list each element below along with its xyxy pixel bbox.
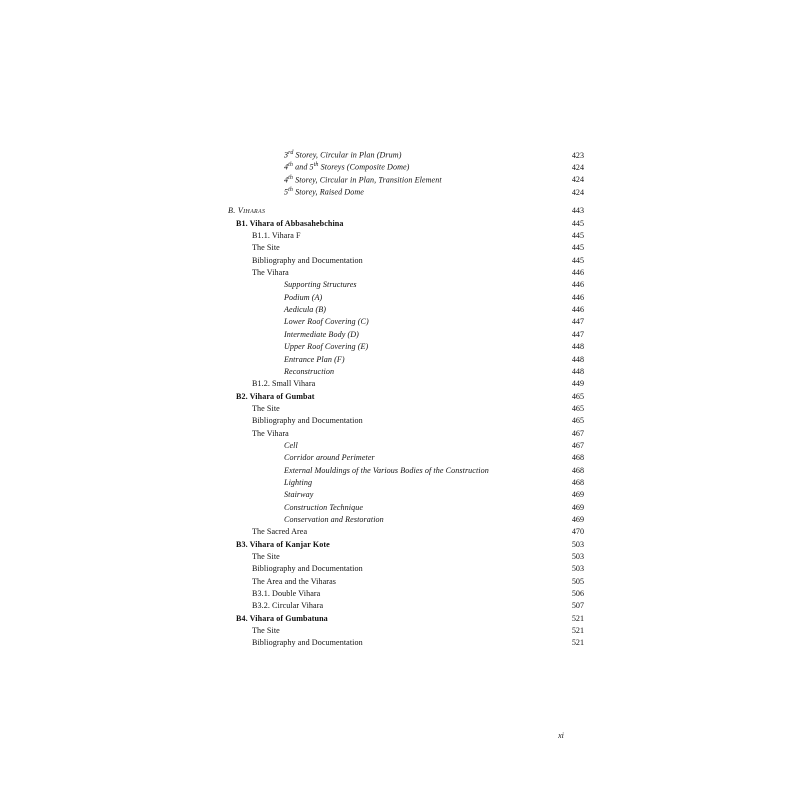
toc-entry-page: 465 — [571, 416, 584, 426]
toc-entry-page: 467 — [571, 440, 584, 450]
toc-entry-label: B2. Vihara of Gumbat — [236, 391, 315, 401]
ordinal-suffix: th — [288, 174, 293, 181]
toc-entry-page: 465 — [571, 403, 584, 413]
toc-entry-label: B1. Vihara of Abbasahebchina — [236, 218, 344, 228]
toc-row[interactable] — [228, 417, 584, 429]
toc-entry-page: 469 — [571, 514, 584, 524]
toc-row[interactable] — [228, 318, 584, 330]
toc-entry-label: Bibliography and Documentation — [252, 416, 363, 426]
toc-row[interactable] — [228, 269, 584, 281]
toc-entry-label: Supporting Structures — [284, 280, 357, 290]
toc-entry-label: Intermediate Body (D) — [284, 329, 359, 339]
toc-entry-page: 469 — [571, 502, 584, 512]
toc-entry-page: 424 — [571, 187, 584, 197]
toc-entry-page: 445 — [571, 218, 584, 228]
toc-row[interactable] — [228, 162, 584, 174]
toc-section-row[interactable] — [228, 207, 584, 219]
toc-entry-label: B1.1. Vihara F — [252, 231, 301, 241]
toc-entry-label: Bibliography and Documentation — [252, 638, 363, 648]
toc-entry-page: 446 — [571, 292, 584, 302]
toc-entry-page: 445 — [571, 231, 584, 241]
toc-entry-label: B1.2. Small Vihara — [252, 379, 316, 389]
toc-entry-page: 468 — [571, 477, 584, 487]
toc-entry-label: B3. Vihara of Kanjar Kote — [236, 539, 330, 549]
toc-entry-label: 3rd Storey, Circular in Plan (Drum) — [284, 150, 402, 160]
toc-entry-page: 445 — [571, 243, 584, 253]
toc-entry-page: 443 — [571, 206, 584, 216]
table-of-contents — [228, 150, 584, 652]
toc-row[interactable] — [228, 380, 584, 392]
toc-entry-label: Podium (A) — [284, 292, 323, 302]
toc-entry-label: Reconstruction — [284, 366, 335, 376]
toc-row[interactable] — [228, 393, 584, 405]
toc-entry-label: Stairway — [284, 490, 314, 500]
toc-entry-label: B3.1. Double Vihara — [252, 589, 321, 599]
toc-entry-label: The Site — [252, 626, 280, 636]
toc-entry-page: 469 — [571, 490, 584, 500]
ordinal-suffix: th — [288, 187, 293, 194]
toc-row[interactable] — [228, 232, 584, 244]
toc-entry-label: The Site — [252, 552, 280, 561]
toc-entry-page: 446 — [571, 268, 584, 278]
toc-row[interactable] — [228, 565, 584, 577]
toc-row[interactable] — [228, 541, 584, 553]
toc-entry-label: The Sacred Area — [252, 527, 308, 537]
toc-entry-label: Aedicula (B) — [284, 305, 327, 315]
toc-entry-page: 448 — [571, 366, 584, 376]
toc-entry-label: The Area and the Viharas — [252, 576, 336, 586]
toc-row[interactable] — [228, 356, 584, 368]
toc-row[interactable] — [228, 442, 584, 454]
toc-entry-page: 503 — [571, 552, 584, 561]
toc-row[interactable] — [228, 639, 584, 651]
toc-row[interactable] — [228, 175, 584, 187]
toc-entry-label: B3.2. Circular Vihara — [252, 601, 324, 611]
toc-entry-page: 506 — [571, 589, 584, 599]
toc-entry-page: 447 — [571, 329, 584, 339]
toc-entry-label: Conservation and Restoration — [284, 514, 384, 524]
ordinal-suffix: th — [288, 162, 293, 169]
toc-entry-label: Construction Technique — [284, 502, 364, 512]
toc-row[interactable] — [228, 479, 584, 491]
toc-row[interactable] — [228, 306, 584, 318]
toc-entry-label: 4th Storey, Circular in Plan, Transition Element — [284, 174, 442, 185]
toc-entry-page: 521 — [571, 638, 584, 648]
toc-entry-page: 507 — [571, 601, 584, 611]
ordinal-suffix: th — [313, 162, 319, 169]
toc-entry-page: 468 — [571, 453, 584, 463]
toc-entry-label: Upper Roof Covering (E) — [284, 342, 369, 352]
toc-entry-label: The Vihara — [252, 268, 289, 278]
toc-entry-page: 424 — [571, 163, 584, 173]
toc-entry-label: 4th and 5th Storeys (Composite Dome) — [284, 162, 410, 173]
toc-row[interactable] — [228, 187, 584, 199]
toc-row[interactable] — [228, 491, 584, 503]
page-folio — [0, 731, 800, 740]
toc-entry-page: 470 — [571, 527, 584, 537]
toc-entry-page: 448 — [571, 342, 584, 352]
toc-entry-page: 465 — [571, 391, 584, 401]
toc-row[interactable] — [228, 467, 584, 479]
toc-entry-page: 448 — [571, 354, 584, 364]
toc-entry-page: 503 — [571, 539, 584, 549]
toc-entry-page: 445 — [571, 255, 584, 265]
toc-entry-label: Cell — [284, 440, 298, 450]
toc-entry-label: B4. Vihara of Gumbatuna — [236, 613, 328, 623]
ordinal-suffix: rd — [288, 150, 294, 156]
toc-entry-page: 423 — [571, 150, 584, 160]
folio-number: xi — [558, 731, 564, 740]
toc-entry-label: The Site — [252, 243, 280, 253]
toc-entry-page: 467 — [571, 428, 584, 438]
toc-entry-label: Bibliography and Documentation — [252, 564, 363, 574]
toc-row[interactable] — [228, 331, 584, 343]
toc-entry-label: 5th Storey, Raised Dome — [284, 187, 364, 197]
toc-entry-label: The Vihara — [252, 428, 289, 438]
toc-row[interactable] — [228, 602, 584, 614]
toc-entry-page: 446 — [571, 280, 584, 290]
toc-entry-page: 503 — [571, 564, 584, 574]
toc-row[interactable] — [228, 504, 584, 516]
toc-row[interactable] — [228, 244, 584, 256]
toc-entry-page: 521 — [571, 613, 584, 623]
toc-row[interactable] — [228, 454, 584, 466]
toc-entry-page: 424 — [571, 175, 584, 185]
toc-row[interactable] — [228, 150, 584, 162]
toc-row[interactable] — [228, 430, 584, 442]
toc-entry-label: External Mouldings of the Various Bodies of the Construction — [284, 465, 489, 475]
toc-entry-label: Lower Roof Covering (C) — [284, 317, 369, 327]
toc-entry-label: Lighting — [284, 477, 313, 487]
toc-entry-label: Entrance Plan (F) — [284, 354, 345, 364]
toc-entry-page: 521 — [571, 626, 584, 636]
toc-entry-page: 447 — [571, 317, 584, 327]
toc-entry-label: B. Viharas — [228, 206, 266, 216]
toc-row[interactable] — [228, 528, 584, 540]
toc-row[interactable] — [228, 343, 584, 355]
toc-row[interactable] — [228, 615, 584, 627]
toc-entry-page: 446 — [571, 305, 584, 315]
toc-entry-page: 505 — [571, 576, 584, 586]
toc-entry-label: Corridor around Perimeter — [284, 453, 375, 463]
toc-entry-label: Bibliography and Documentation — [252, 255, 363, 265]
toc-row[interactable] — [228, 281, 584, 293]
toc-entry-label: The Site — [252, 403, 280, 413]
toc-row[interactable] — [228, 294, 584, 306]
toc-entry-page: 449 — [571, 379, 584, 389]
toc-entry-page: 468 — [571, 465, 584, 475]
